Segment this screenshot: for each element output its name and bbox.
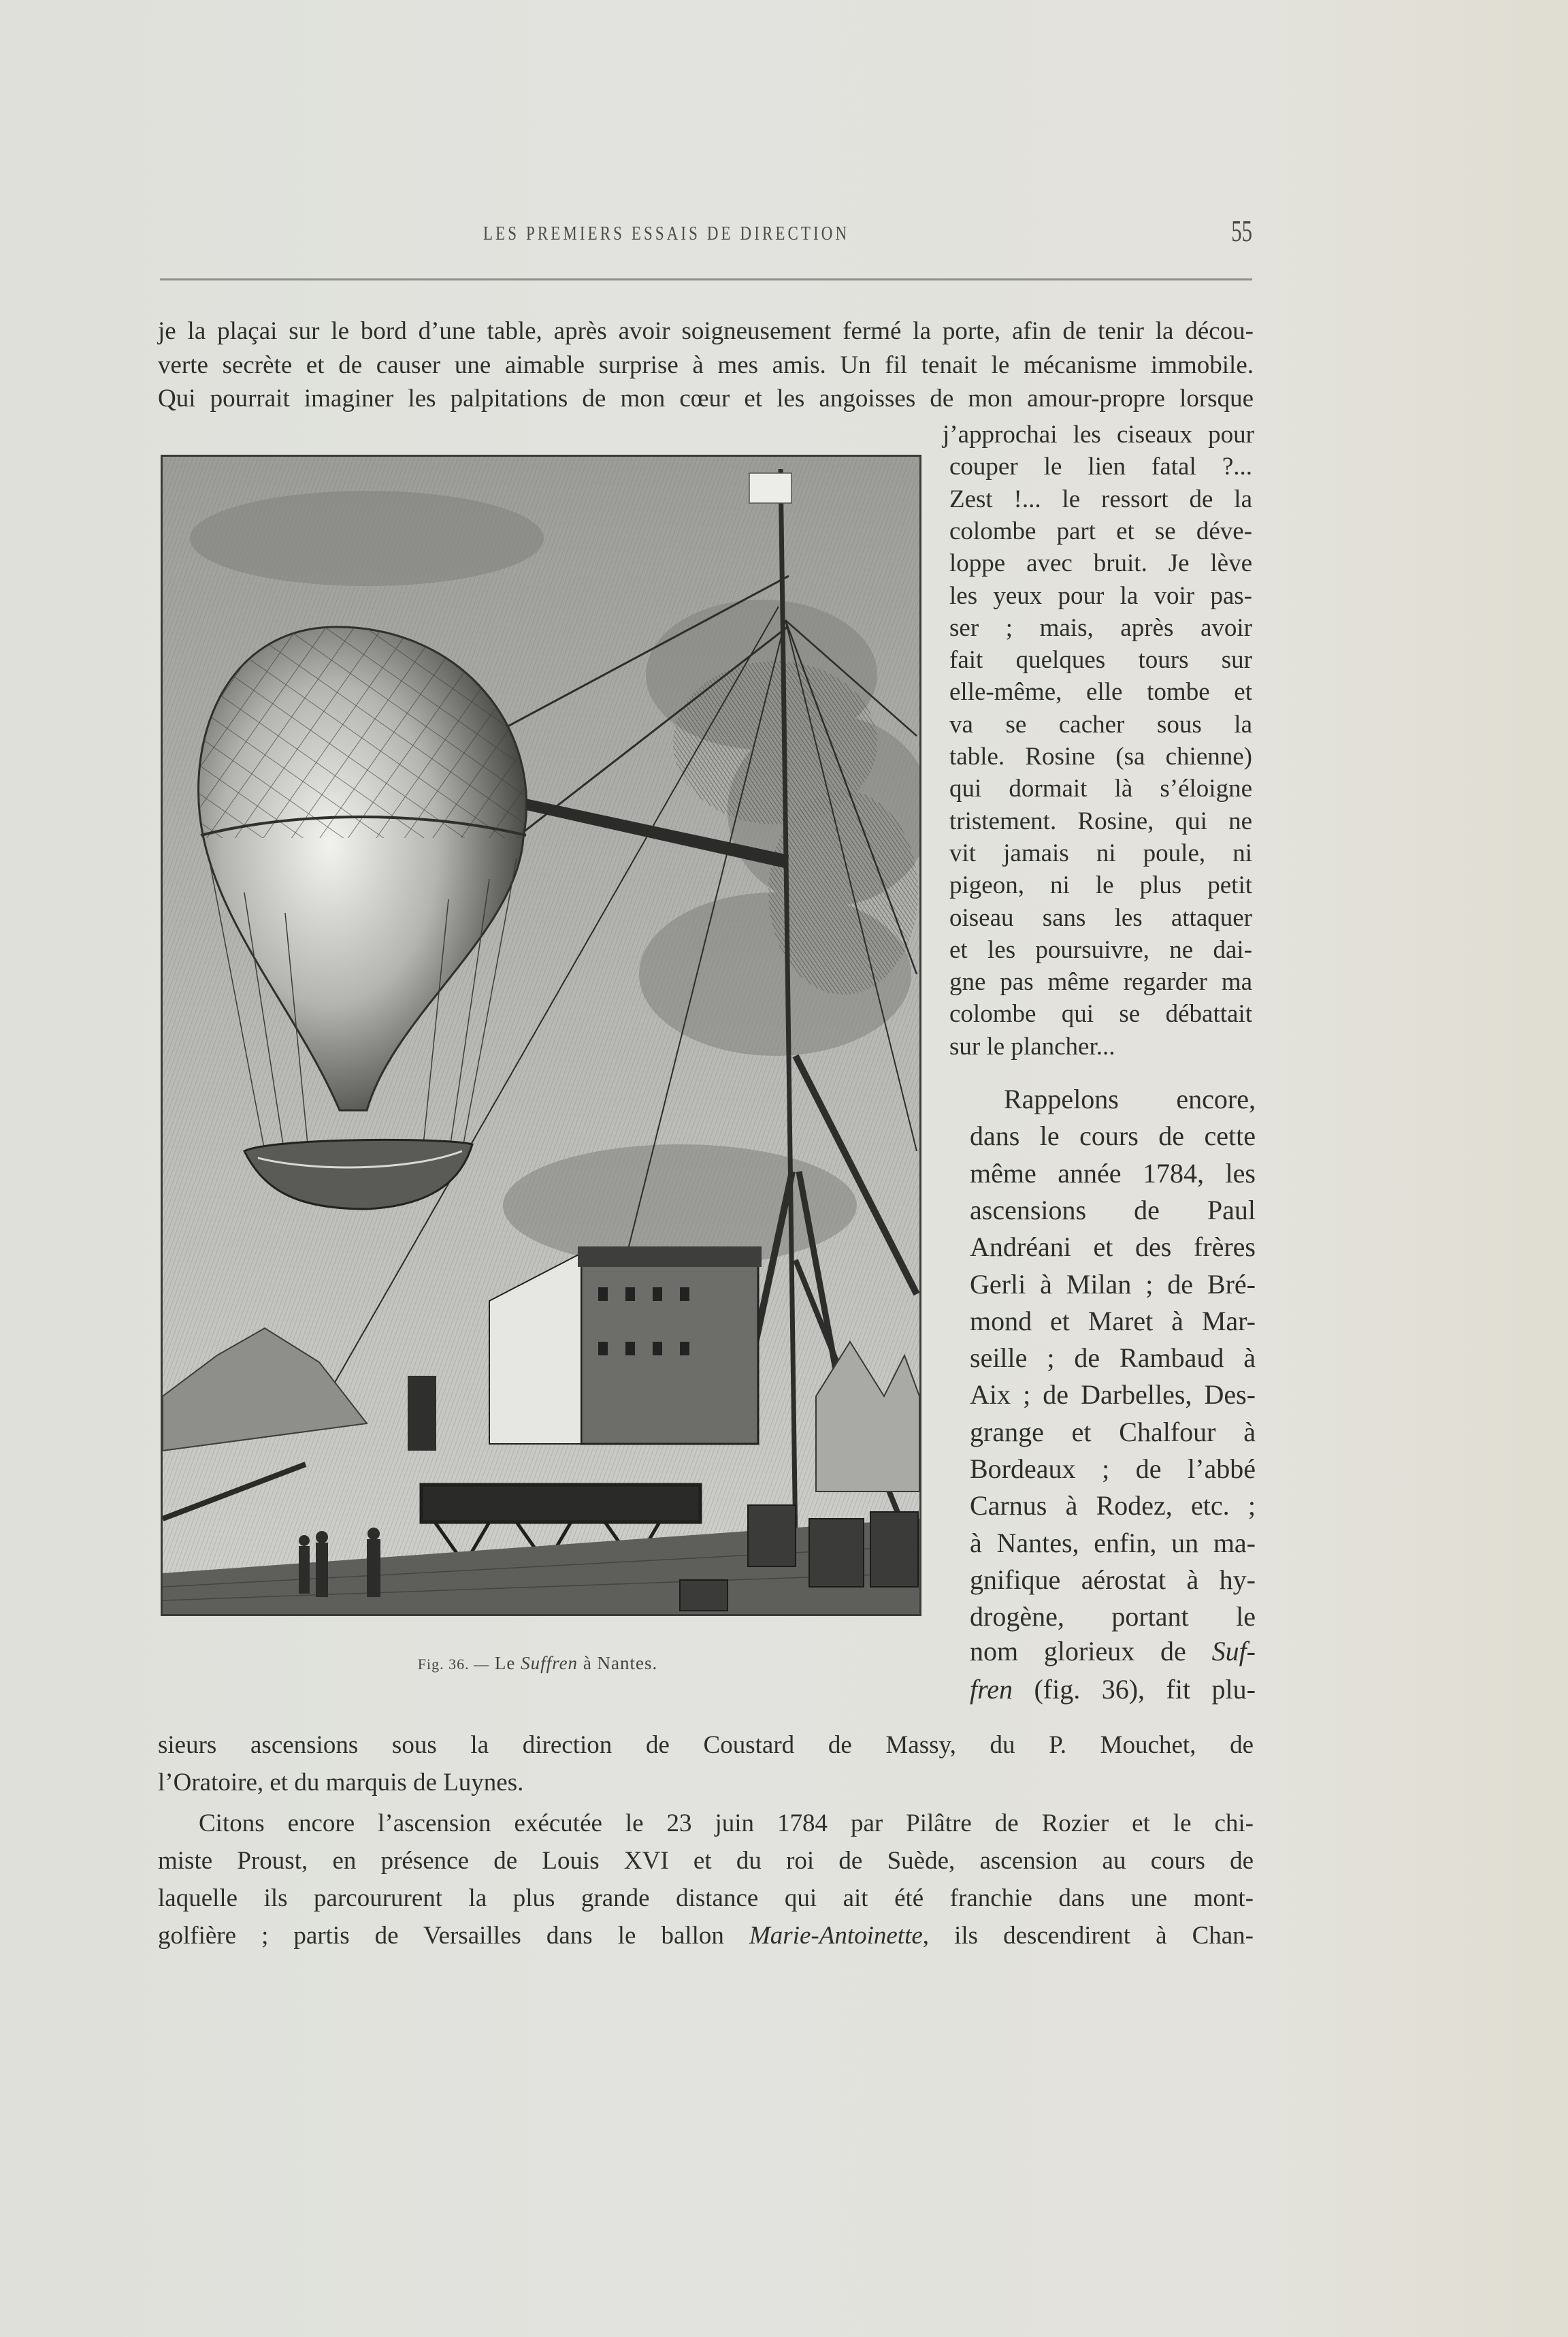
- side-text-line: Gerli à Milan ; de Bré-: [970, 1268, 1256, 1300]
- side-text-line: qui dormait là s’éloigne: [949, 775, 1252, 803]
- text-line: verte secrète et de causer une aimable surprise à mes amis. Un fil tenait le mécanisme immobile.: [158, 351, 1254, 379]
- page-header: [160, 214, 1252, 259]
- side-text-line: Bordeaux ; de l’abbé: [970, 1453, 1256, 1484]
- page-number: 55: [1231, 214, 1252, 248]
- caption-place: à Nantes.: [578, 1653, 658, 1673]
- text-fragment: (fig. 36), fit plu-: [1012, 1674, 1256, 1705]
- side-text-line: pigeon, ni le plus petit: [949, 871, 1252, 900]
- caption-ship-name: Suffren: [521, 1653, 578, 1673]
- text-line: [970, 1638, 1256, 1665]
- side-text-line: oiseau sans les attaquer: [949, 903, 1252, 932]
- figure-caption: [299, 1653, 776, 1674]
- side-text-line: colombe qui se débattait: [949, 1000, 1252, 1029]
- side-text-line: seille ; de Rambaud à: [970, 1342, 1256, 1374]
- text-line: l’Oratoire, et du marquis de Luynes.: [158, 1769, 524, 1796]
- side-text-line: vit jamais ni poule, ni: [949, 839, 1252, 867]
- text-line: Citons encore l’ascension exécutée le 23 juin 1784 par Pilâtre de Rozier et le chi-: [199, 1809, 1254, 1837]
- caption-prefix: Fig. 36. —: [417, 1656, 490, 1673]
- running-head: LES PREMIERS ESSAIS DE DIRECTION: [483, 223, 850, 244]
- side-text-line: elle-même, elle tombe et: [949, 678, 1252, 707]
- text-fragment: nom glorieux de: [970, 1636, 1212, 1666]
- ship-name-italic: Suf-: [1211, 1636, 1256, 1666]
- side-text-line: Zest !... le ressort de la: [949, 485, 1252, 513]
- balloon-name-italic: Marie-Antoinette: [749, 1922, 923, 1950]
- chimney: [408, 1376, 436, 1451]
- side-text-line: Rappelons encore,: [1004, 1084, 1256, 1114]
- side-text-line: gnifique aérostat à hy-: [970, 1564, 1256, 1595]
- engraving-figure: [161, 455, 921, 1616]
- side-text-line: et les poursuivre, ne dai-: [949, 935, 1252, 964]
- text-line: Qui pourrait imaginer les palpitations de mon cœur et les angoisses de mon amour-propre lorsque: [158, 385, 1254, 413]
- header-rule: [160, 278, 1252, 280]
- side-text-line: Carnus à Rodez, etc. ;: [970, 1490, 1256, 1521]
- side-text-line: sur le plancher...: [949, 1032, 1115, 1061]
- side-text-line: colombe part et se déve-: [949, 517, 1252, 545]
- side-text-line: va se cacher sous la: [949, 710, 1252, 739]
- side-text-line: ser ; mais, après avoir: [949, 613, 1252, 642]
- side-text-line: gne pas même regarder ma: [949, 968, 1252, 997]
- side-text-line: loppe avec bruit. Je lève: [949, 549, 1252, 578]
- side-text-line: j’approchai les ciseaux pour: [943, 421, 1254, 449]
- side-text-line: Aix ; de Darbelles, Des-: [970, 1379, 1256, 1411]
- text-line: laquelle ils parcoururent la plus grande distance qui ait été franchie dans une mont-: [158, 1884, 1254, 1912]
- side-text-line: même année 1784, les: [970, 1157, 1256, 1189]
- side-text-line: dans le cours de cette: [970, 1121, 1256, 1152]
- text-fragment: golfière ; partis de Versailles dans le ballon: [158, 1922, 749, 1950]
- side-text-line: les yeux pour la voir pas-: [949, 581, 1252, 610]
- text-line: sieurs ascensions sous la direction de Coustard de Massy, du P. Mouchet, de: [158, 1731, 1254, 1759]
- side-text-line: à Nantes, enfin, un ma-: [970, 1527, 1256, 1558]
- side-text-line: fait quelques tours sur: [949, 646, 1252, 675]
- side-text-line: Andréani et des frères: [970, 1231, 1256, 1263]
- side-text-line: ascensions de Paul: [970, 1194, 1256, 1225]
- caption-text: Le: [489, 1653, 521, 1673]
- text-line: [970, 1676, 1256, 1703]
- side-text-line: couper le lien fatal ?...: [949, 453, 1252, 481]
- text-fragment: , ils descendirent à Chan-: [922, 1922, 1254, 1950]
- side-text-line: tristement. Rosine, qui ne: [949, 807, 1252, 835]
- ship-name-italic: fren: [970, 1674, 1013, 1705]
- side-text-line: grange et Chalfour à: [970, 1416, 1256, 1447]
- text-line: miste Proust, en présence de Louis XVI et du roi de Suède, ascension au cours de: [158, 1847, 1254, 1875]
- text-line: [158, 1923, 1254, 1948]
- side-text-line: table. Rosine (sa chienne): [949, 743, 1252, 771]
- balloon-engraving: [163, 457, 919, 1614]
- text-line: je la plaçai sur le bord d’une table, après avoir soigneusement fermé la porte, afin de tenir la décou-: [158, 317, 1254, 345]
- side-text-line: drogène, portant le: [970, 1601, 1256, 1632]
- side-text-line: mond et Maret à Mar-: [970, 1305, 1256, 1336]
